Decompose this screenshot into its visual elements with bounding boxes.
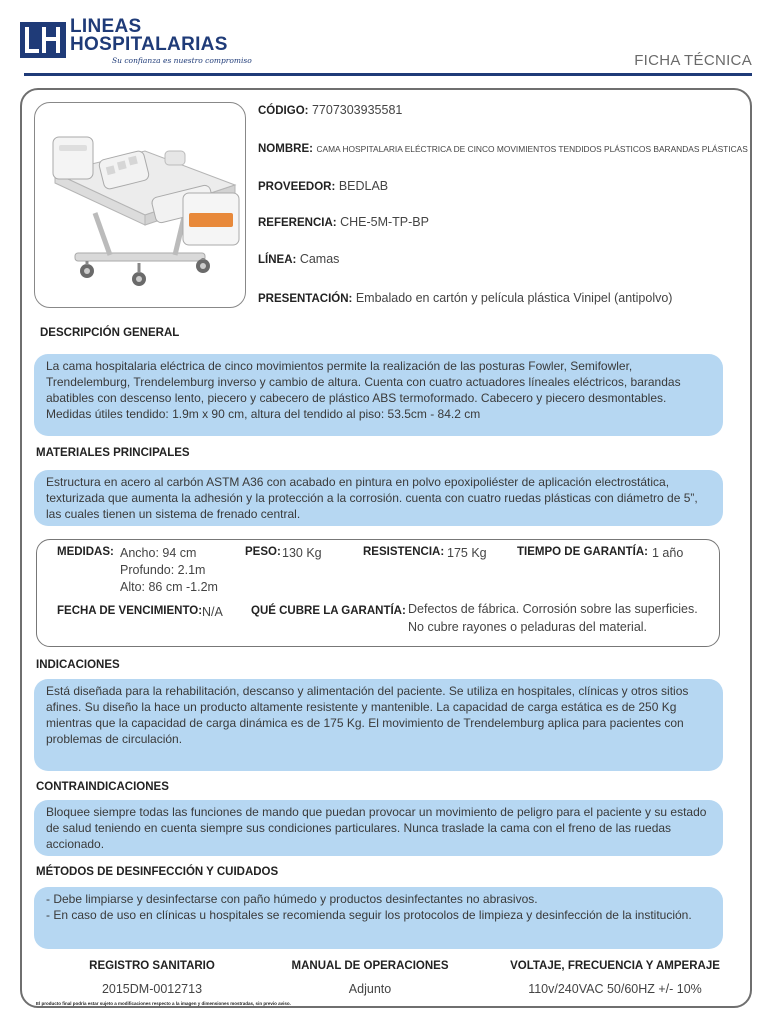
contraindicaciones-text: Bloquee siempre todas las funciones de mando que puedan provocar un movimiento de peligro para el paciente y su estado de salud teniendo en cuenta siempre sus condiciones particulares. Nunca traslade la cama con el freno de las ruedas accionado. (34, 800, 723, 856)
product-image (34, 102, 246, 308)
medidas-ancho: Ancho: 94 cm (120, 546, 197, 560)
field-presentacion (258, 291, 753, 305)
field-nombre (258, 141, 753, 155)
voltaje-value: 110v/240VAC 50/60HZ +/- 10% (528, 982, 702, 996)
cubre-line2: No cubre rayones o peladuras del material. (408, 620, 648, 634)
referencia-value: CHE-5M-TP-BP (340, 215, 429, 229)
hospital-bed-illustration (35, 103, 246, 308)
peso-value: 130 Kg (282, 546, 322, 560)
metodos-line2: - En caso de uso en clínicas u hospitales se recomienda seguir los protocolos de limpieza y desinfección de la institución. (46, 908, 692, 922)
cubre-label: QUÉ CUBRE LA GARANTÍA: (251, 605, 406, 617)
manual-label: MANUAL DE OPERACIONES (291, 960, 449, 972)
metodos-line1: - Debe limpiarse y desinfectarse con paño húmedo y productos desinfectantes no abrasivos. (46, 892, 538, 906)
contraindicaciones-title: CONTRAINDICACIONES (36, 781, 169, 793)
nombre-label: NOMBRE: (258, 143, 313, 155)
materiales-text: Estructura en acero al carbón ASTM A36 con acabado en pintura en polvo epoxipoliéster de aplicación electrostática, texturizada que aumenta la adhesión y la protección a la corrosión. cuenta con cuatro ruedas plásticas con diámetro de 5”, las cuales tienen un sistema de frenado central. (34, 470, 723, 526)
disclaimer-text: El producto final podría estar sujeto a modificaciones respecto a la imagen y dimensiones mostradas, sin previo aviso. (36, 1001, 291, 1006)
medidas-alto: Alto: 86 cm -1.2m (120, 580, 218, 594)
registro-label: REGISTRO SANITARIO (89, 960, 215, 972)
logo-mark (20, 22, 66, 58)
metodos-title: MÉTODOS DE DESINFECCIÓN Y CUIDADOS (36, 866, 279, 878)
registro-value: 2015DM-0012713 (101, 982, 203, 996)
logo-text (70, 18, 228, 54)
linea-label: LÍNEA: (258, 254, 297, 266)
garantia-value: 1 año (652, 546, 684, 560)
field-referencia (258, 215, 753, 229)
descripcion-title: DESCRIPCIÓN GENERAL (40, 327, 180, 339)
vencimiento-label: FECHA DE VENCIMIENTO: (57, 605, 203, 617)
codigo-label: CÓDIGO: (258, 105, 309, 117)
nombre-value: CAMA HOSPITALARIA ELÉCTRICA DE CINCO MOVIMIENTOS TENDIDOS PLÁSTICOS BARANDAS PLÁSTICAS (316, 144, 748, 154)
brand-tagline: Su confianza es nuestro compromiso (112, 56, 252, 65)
header-divider (24, 73, 752, 76)
medidas-label: MEDIDAS: (57, 546, 114, 558)
presentacion-value: Embalado en cartón y película plástica Vinipel (antipolvo) (355, 291, 673, 305)
resistencia-label: RESISTENCIA: (363, 546, 445, 558)
materiales-title: MATERIALES PRINCIPALES (36, 447, 190, 459)
voltaje-label: VOLTAJE, FRECUENCIA Y AMPERAJE (510, 960, 720, 972)
linea-value: Camas (299, 252, 340, 266)
cubre-line1: Defectos de fábrica. Corrosión sobre las superficies. (408, 602, 698, 616)
brand-line1: LINEAS (70, 16, 142, 37)
company-logo (20, 16, 252, 68)
codigo-value: 7707303935581 (311, 103, 403, 117)
manual-value: Adjunto (348, 982, 392, 996)
referencia-label: REFERENCIA: (258, 217, 337, 229)
brand-line2: HOSPITALARIAS (70, 34, 228, 55)
field-linea (258, 252, 753, 266)
garantia-label: TIEMPO DE GARANTÍA: (517, 546, 648, 558)
peso-label: PESO: (245, 546, 281, 558)
metodos-box (34, 887, 723, 949)
proveedor-label: PROVEEDOR: (258, 181, 336, 193)
field-proveedor (258, 179, 753, 193)
medidas-profundo: Profundo: 2.1m (120, 563, 206, 577)
proveedor-value: BEDLAB (338, 179, 389, 193)
field-codigo (258, 103, 753, 117)
indicaciones-title: INDICACIONES (36, 659, 120, 671)
document-title: FICHA TÉCNICA (634, 52, 752, 69)
vencimiento-value: N/A (202, 605, 223, 619)
descripcion-text: La cama hospitalaria eléctrica de cinco movimientos permite la realización de las posturas Fowler, Semifowler, Trendelemburg, Trendelemburg inverso y cambio de altura. Cuenta con cuatro actuadores líneales eléctricos, barandas abatibles con descenso lento, piecero y cabecero de plástico ABS termoformado. Cabecero y piecero desmontables. Medidas útiles tendido: 1.9m x 90 cm, altura del tendido al piso: 53.5cm - 84.2 cm (34, 354, 723, 436)
indicaciones-text: Está diseñada para la rehabilitación, descanso y alimentación del paciente. Se utiliza en hospitales, clínicas y otros sitios afines. Su diseño la hace un producto altamente resistente y mantenible. La capacidad de carga estática es de 250 Kg mientras que la capacidad de carga dinámica es de 175 Kg. El movimiento de Trendelemburg aplica para pacientes con problemas de circulación. (34, 679, 723, 771)
presentacion-label: PRESENTACIÓN: (258, 293, 353, 305)
resistencia-value: 175 Kg (447, 546, 487, 560)
